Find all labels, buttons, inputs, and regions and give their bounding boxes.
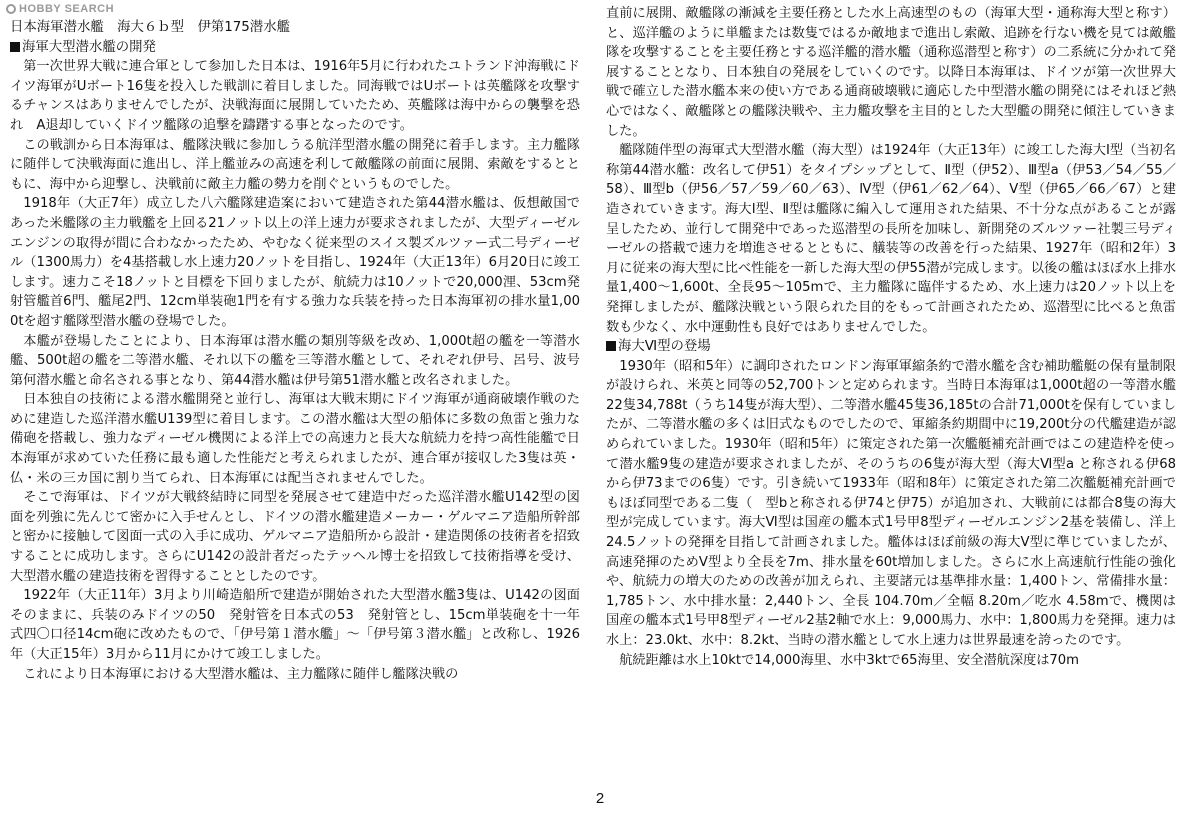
paragraph: 第一次世界大戦に連合軍として参加した日本は、1916年5月に行われたユトランド沖海戦にドイツ海軍がUボート16隻を投入した戦訓に着目しました。同海戦ではUボートは英艦隊を攻撃するチャンスはありませんでしたが、決戦海面に展開していたため、英艦隊は海中からの襲撃を恐れ A退却していくドイツ艦隊の追撃を躊躇する事となったのです。 — [10, 59, 580, 133]
paragraph: これにより日本海軍における大型潜水艦は、主力艦隊に随伴し艦隊決戦の — [23, 666, 459, 682]
paragraph: 1922年（大正11年）3月より川崎造船所で建造が開始された大型潜水艦3隻は、U142の図面そのままに、兵装のみドイツの50 発射管を日本式の53 発射管とし、15cm単装砲を十一年式四〇口径14cm砲に改めたもので、「伊号第１潜水艦」～「伊号第３潜水艦」と改称し、1926年（大正15年）3月から11月にかけて竣工しました。 — [10, 588, 580, 662]
section-heading-development — [10, 38, 580, 58]
page-number: 2 — [595, 790, 605, 807]
watermark-text: HOBBY SEARCH — [19, 3, 115, 15]
paragraph: 航続距離は水上10ktで14,000海里、水中3ktで65海里、安全潜航深度は70m — [619, 652, 1080, 668]
paragraph-continued: 直前に展開、敵艦隊の漸減を主要任務とした水上高速型のもの（海軍大型・通称海大型と称す）と、巡洋艦のように単艦または数隻ではるか敵地まで進出し索敵、追跡を行ない機を見ては敵艦隊を攻撃することを主要任務とする巡洋艦的潜水艦（通称巡潜型と称す）の二系統に分かれて発展することとなり、日本独自の発展をしていくのです。以降日本海軍は、ドイツが第一次世界大戦で確立した潜水艦本来の使い方である通商破壊戦に適応した中型潜水艦の開発にはそれほど熱心ではなく、敵艦隊との艦隊決戦や、主力艦攻撃を主目的とした大型艦の開発に傾注していきました。 — [606, 6, 1176, 139]
paragraph: 本艦が登場したことにより、日本海軍は潜水艦の類別等級を改め、1,000t超の艦を一等潜水艦、500t超の艦を二等潜水艦、それ以下の艦を三等潜水艦として、それぞれ伊号、呂号、波号第何潜水艦と命名される事となり、第44潜水艦は伊号第51潜水艦と改名されました。 — [10, 333, 580, 388]
section-heading-type6 — [606, 337, 1176, 357]
document-title: 日本海軍潜水艦 海大６ｂ型 伊第175潜水艦 — [10, 20, 290, 35]
square-bullet-icon — [606, 341, 616, 351]
left-column — [10, 18, 580, 684]
section-heading-text: 海軍大型潜水艦の開発 — [22, 39, 156, 55]
paragraph: この戦訓から日本海軍は、艦隊決戦に参加しうる航洋型潜水艦の開発に着手します。主力艦隊に随伴して決戦海面に進出し、洋上艦並みの高速を利して敵艦隊の前面に展開、索敵をするとともに、海中から迎撃し、決戦前に敵主力艦の勢力を削ぐというものでした。 — [10, 137, 580, 192]
paragraph: そこで海軍は、ドイツが大戦終結時に同型を発展させて建造中だった巡洋潜水艦U142型の図面を列強に先んじて密かに入手せんとし、ドイツの潜水艦建造メーカー・ゲルマニア造船所幹部と密かに接触して図面一式の入手に成功、ゲルマニア造船所から設計・建造関係の技術者を招致することに成功します。さらにU142の設計者だったテッヘル博士を招致して技術指導を受け、大型潜水艦の建造技術を習得することとしたのです。 — [10, 490, 580, 584]
watermark-logo-icon — [6, 4, 16, 14]
paragraph: 1930年（昭和5年）に調印されたロンドン海軍軍縮条約で潜水艦を含む補助艦艇の保有量制限が設けられ、米英と同等の52,700トンと定められます。当時日本海軍は1,000t超の一等潜水艦22隻34,788t（うち14隻が海大型）、二等潜水艦45隻36,185tの合計71,000tを保有していましたが、二等潜水艦の多くは旧式なものでしたので、軍縮条約期間中に19,200t分の代艦建造が認められていました。1930年（昭和5年）に策定された第一次艦艇補充計画ではこの建造枠を使って潜水艦9隻の建造が要求されましたが、そのうちの6隻が海大型（海大Ⅵ型a と称される伊68から伊73までの6隻）です。引き続いて1933年（昭和8年）に策定された第二次艦艇補充計画でもほぼ同型である二隻（ 型bと称される伊74と伊75）が追加され、大戦前には都合8隻の海大 型が完成しています。海大Ⅵ型は国産の艦本式1号甲8型ディーゼルエンジン2基を装備し、洋上24.5ノットの発揮を目指して計画されました。艦体はほぼ前級の海大Ⅴ型に準じていましたが、高速発揮のためⅤ型より全長を7m、排水量を60t増加しました。さらに水上高速航行性能の強化や、航続力の増大のための改善が加えられ、主要諸元は基準排水量：1,400トン、常備排水量：1,785トン、水中排水量：2,440トン、全長 104.70m／全幅 8.20m／吃水 4.58mで、機関は国産の艦本式1号甲8型ディーゼル2基2軸で水上：9,000馬力、水中：1,800馬力を発揮。速力は水上：23.0kt、水中：8.2kt、当時の潜水艦として水上速力は世界最速を誇ったのです。 — [606, 358, 1190, 648]
watermark — [6, 3, 114, 15]
square-bullet-icon — [10, 42, 20, 52]
paragraph: 艦隊随伴型の海軍式大型潜水艦（海大型）は1924年（大正13年）に竣工した海大Ⅰ型（当初名称第44潜水艦：改名して伊51）をタイプシップとして、Ⅱ型（伊52）、Ⅲ型a（伊53／54／55／58）、Ⅲ型b（伊56／57／59／60／63）、Ⅳ型（伊61／62／64）、Ⅴ型（伊65／66／67）と建造されていきます。海大Ⅰ型、Ⅱ型は艦隊に編入して運用された結果、不十分な点があることが露呈したため、並行して開発中であった巡潜型の長所を加味し、新開発のズルツァー社製三号ディーゼルの搭載で速力を増進させるとともに、艤装等の改善を行った結果、1927年（昭和2年）3月に従来の海大型に比べ性能を一新した海大型の伊55潜が完成します。以後の艦はほぼ水上排水量1,400～1,600t、全長95～105mで、主力艦隊に臨伴するため、水上速力は20ノット以上を発揮しましたが、艦隊決戦という限られた目的をもって計画されたため、巡潜型に比べると魚雷数も少なく、水中運動性も良好ではありませんでした。 — [606, 143, 1176, 335]
paragraph: 日本独自の技術による潜水艦開発と並行し、海軍は大戦末期にドイツ海軍が通商破壊作戦のために建造した巡洋潜水艦U139型に着目します。この潜水艦は大型の船体に多数の魚雷と強力な備砲を搭載し、強力なディーゼル機関による洋上での高速力と長大な航続力を持つ高性能艦で日本海軍が求めていた任務に最も適した性能だと考えられましたが、連合軍が接収した3隻は英・仏・米の三カ国に割り当てられ、日本海軍には配当されませんでした。 — [10, 392, 580, 486]
right-column — [606, 4, 1190, 670]
section-heading-text: 海大Ⅵ型の登場 — [618, 339, 711, 355]
paragraph: 1918年（大正7年）成立した八六艦隊建造案において建造された第44潜水艦は、仮想敵国であった米艦隊の主力戦艦を上回る21ノット以上の洋上速力が要求されましたが、大型ディーゼルエンジンの取得が間に合わなかったため、やむなく従来型のスイス製ズルツァー式二号ディーゼル（1300馬力）を4基搭載し水上速力20ノットを目指し、1924年（大正13年）6月20日に竣工します。速力こそ18ノットと目標を下回りましたが、航続力は10ノットで20,000浬、53cm発射管艦首6門、艦尾2門、12cm単装砲1門を有する強力な兵装を持った日本海軍初の排水量1,000tを超す艦隊型潜水艦の登場でした。 — [10, 196, 580, 329]
